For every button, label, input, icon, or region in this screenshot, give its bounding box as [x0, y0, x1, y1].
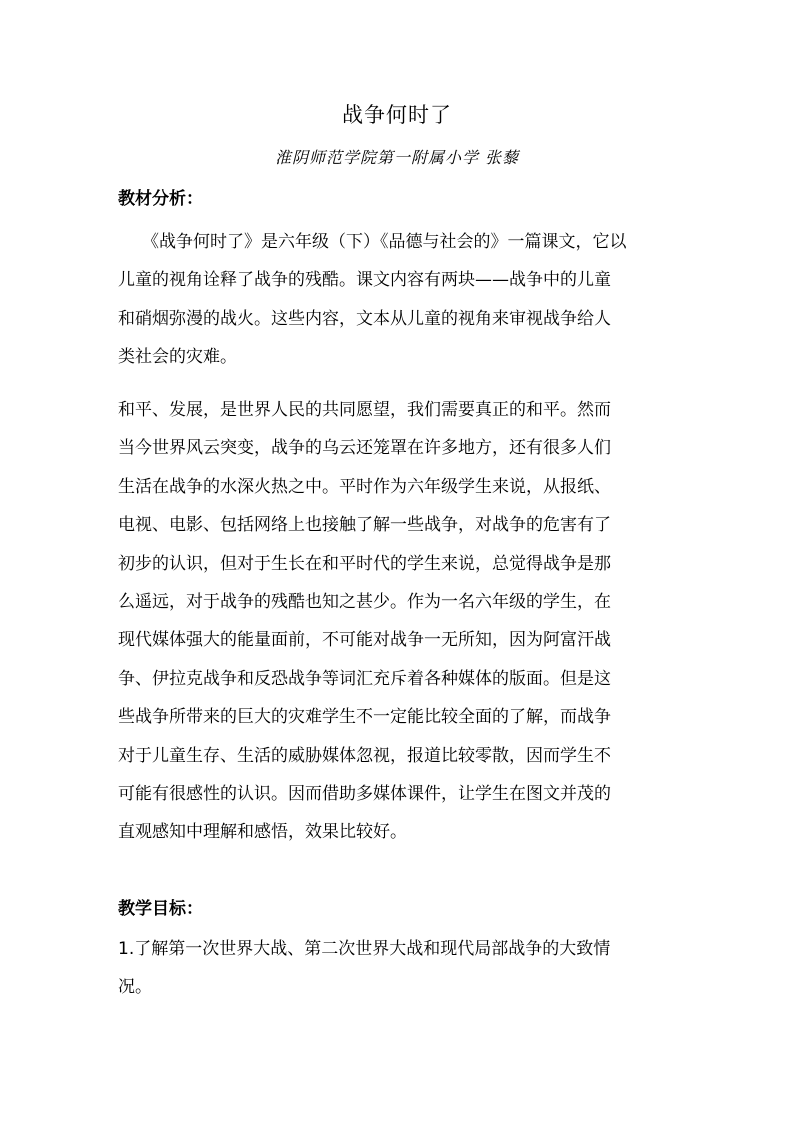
text-line: 争、伊拉克战争和反恐战争等词汇充斥着各种媒体的版面。但是这	[118, 668, 611, 689]
text-line: 和平、发展，是世界人民的共同愿望，我们需要真正的和平。然而	[118, 400, 611, 420]
text-line: 儿童的视角诠释了战争的残酷。课文内容有两块——战争中的儿童	[118, 270, 611, 291]
text-line: 初步的认识，但对于生长在和平时代的学生来说，总觉得战争是那	[118, 553, 611, 574]
section-heading-goals: 教学目标：	[118, 899, 203, 919]
text-line: 当今世界风云突变，战争的乌云还笼罩在许多地方，还有很多人们	[118, 438, 611, 459]
text-line: 况。	[118, 977, 152, 998]
text-line: 生活在战争的水深火热之中。平时作为六年级学生来说，从报纸、	[118, 476, 611, 497]
text-line: 和硝烟弥漫的战火。这些内容，文本从儿童的视角来审视战争给人	[118, 308, 611, 329]
author-byline: 淮阴师范学院第一附属小学 张藜	[274, 148, 520, 167]
paragraph-analysis-body	[118, 391, 678, 852]
text-line: 对于儿童生存、生活的威胁媒体忽视，报道比较零散，因而学生不	[118, 745, 611, 766]
text-line: 现代媒体强大的能量面前，不可能对战争一无所知，因为阿富汗战	[118, 630, 611, 651]
text-line: 1.了解第一次世界大战、第二次世界大战和现代局部战争的大致情	[118, 939, 611, 959]
paragraph-analysis-intro	[118, 223, 678, 377]
text-line: 《战争何时了》是六年级（下）《品德与社会的》一篇课文，它以	[142, 232, 627, 252]
text-line: 些战争所带来的巨大的灾难学生不一定能比较全面的了解，而战争	[118, 707, 611, 728]
text-line: 可能有很感性的认识。因而借助多媒体课件，让学生在图文并茂的	[118, 784, 611, 805]
text-line: 电视、电影、包括网络上也接触了解一些战争，对战争的危害有了	[118, 515, 611, 536]
paragraph-goals	[118, 930, 678, 1007]
text-line: 么遥远，对于战争的残酷也知之甚少。作为一名六年级的学生，在	[118, 592, 611, 613]
text-line: 类社会的灾难。	[118, 347, 237, 368]
section-heading-analysis: 教材分析：	[118, 189, 203, 209]
document-title: 战争何时了	[342, 103, 452, 127]
text-line: 直观感知中理解和感悟，效果比较好。	[118, 822, 407, 843]
